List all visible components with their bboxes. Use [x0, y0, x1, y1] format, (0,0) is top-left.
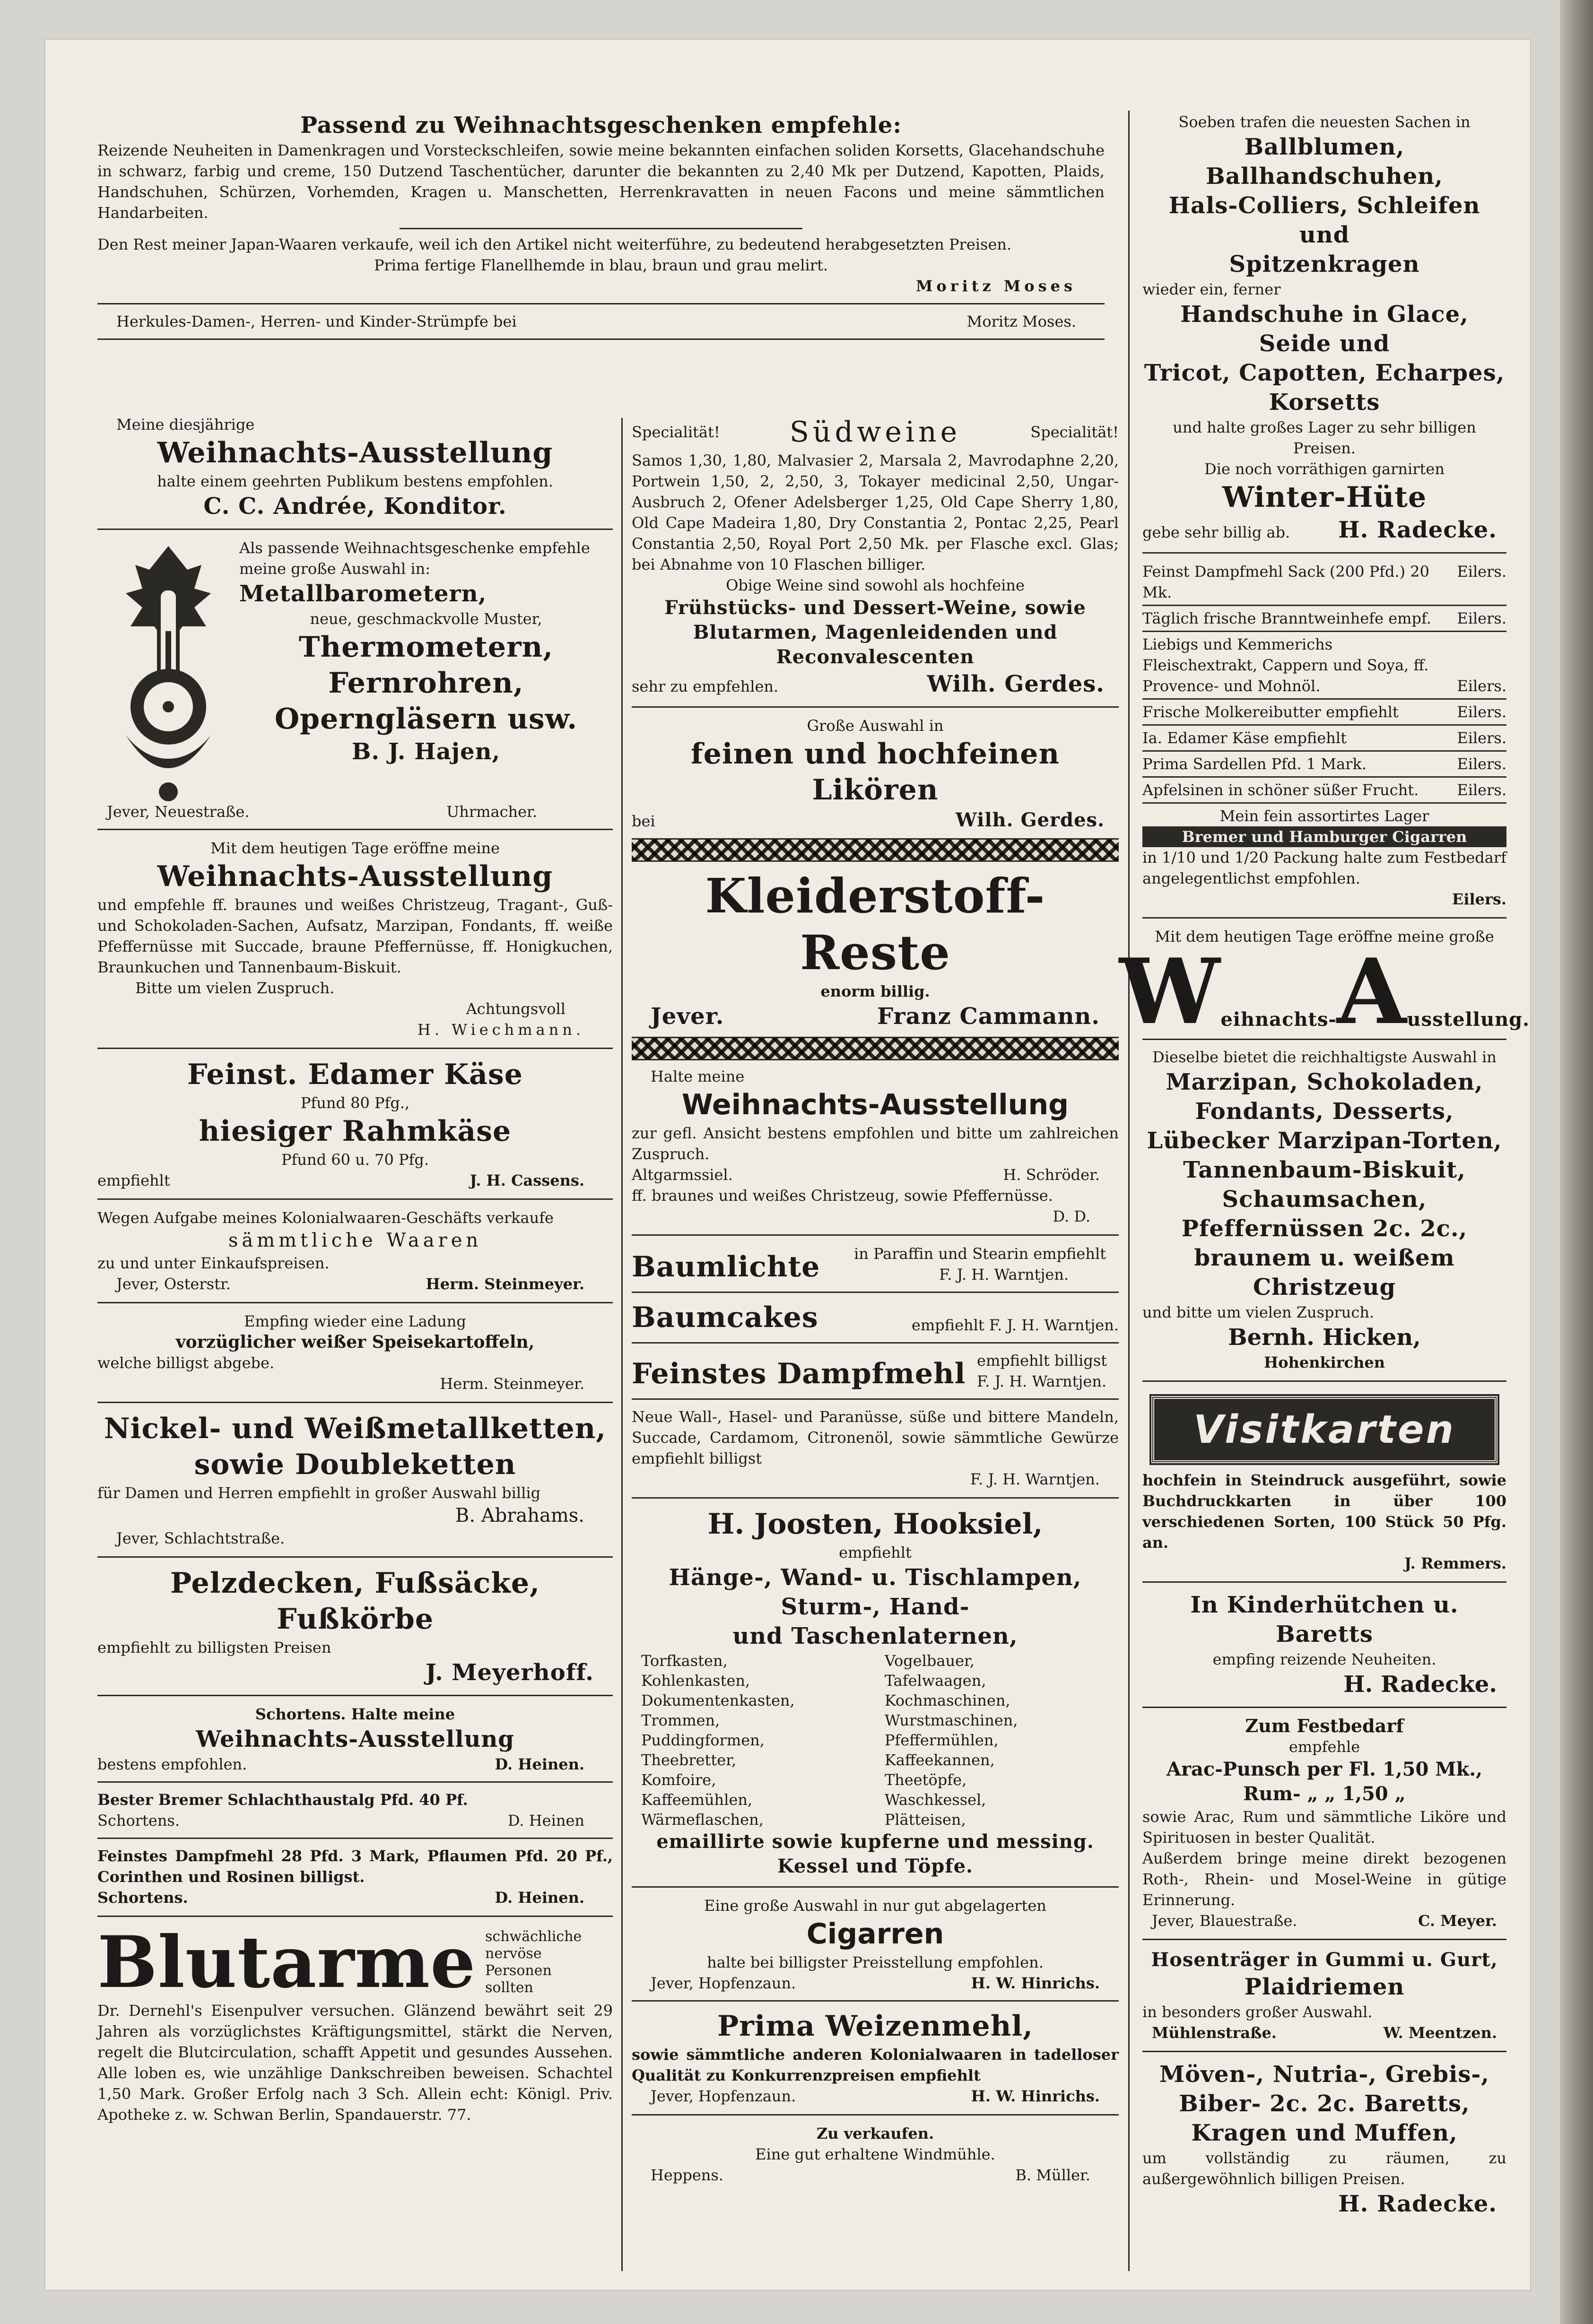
- ad-abrahams: [97, 1410, 613, 1550]
- headline: Sturm-, Hand-: [781, 1594, 970, 1620]
- headline: Feinst. Edamer Käse: [187, 1058, 523, 1091]
- signature: Eilers.: [1457, 781, 1506, 799]
- text: empfiehlt zu billigsten Preisen: [97, 1639, 331, 1656]
- text: Schortens.: [97, 1889, 188, 1907]
- signature: B. Abrahams.: [455, 1505, 584, 1526]
- column-rule: [1128, 111, 1130, 2271]
- list-item: Vogelbauer,: [884, 1652, 975, 1670]
- ad-moses-line: Herkules-Damen-, Herren- und Kinder-Strümpfe bei: [116, 312, 517, 330]
- divider: [97, 1838, 613, 1839]
- divider: [1142, 698, 1506, 700]
- ornament-border: [632, 1037, 1119, 1060]
- signature: Eilers.: [1452, 890, 1506, 908]
- text: zu und unter Einkaufspreisen.: [97, 1254, 330, 1272]
- text: sowie Arac, Rum und sämmtliche Liköre und Spirituosen in bester Qualität.: [1142, 1808, 1506, 1847]
- divider: [97, 338, 1105, 340]
- list-item: Plätteisen,: [884, 1811, 966, 1829]
- headline: vorzüglicher weißer Speisekartoffeln,: [175, 1332, 535, 1352]
- newspaper-page: [45, 40, 1530, 2290]
- divider: [1142, 631, 1506, 632]
- signature: C. Meyer.: [1418, 1912, 1497, 1930]
- text: Mit dem heutigen Tage eröffne meine: [210, 839, 500, 857]
- list-item: [1142, 561, 1506, 603]
- text: Hohenkirchen: [1263, 1353, 1385, 1371]
- headline: Nickel- und Weißmetallketten,: [104, 1412, 607, 1445]
- signature: Eilers.: [1457, 755, 1506, 773]
- text: Halte meine: [651, 1067, 745, 1085]
- ad-heinen: [97, 1703, 613, 1909]
- list-item: Puddingformen,: [641, 1731, 765, 1749]
- divider: [1142, 917, 1506, 919]
- divider: [1142, 1581, 1506, 1583]
- joosten-item-list: [632, 1651, 1119, 1830]
- headline: sowie Doubleketten: [194, 1448, 516, 1481]
- divider: [97, 1695, 613, 1696]
- list-item: Kaffeemühlen,: [641, 1791, 753, 1809]
- divider: [632, 1886, 1119, 1888]
- barometer-illustration: [97, 537, 239, 811]
- signature: Herm. Steinmeyer.: [426, 1275, 584, 1293]
- headline: Visitkarten: [1193, 1407, 1455, 1452]
- signature: W. Meentzen.: [1383, 2024, 1497, 2042]
- divider: [97, 303, 1105, 304]
- ad-joosten: [632, 1505, 1119, 1880]
- text: Bitte um vielen Zuspruch.: [135, 979, 335, 997]
- list-item: Theetöpfe,: [884, 1771, 967, 1789]
- text: Jever.: [651, 1003, 724, 1030]
- divider: [97, 1198, 613, 1200]
- ad-moses-p3: Prima fertige Flanellhemde in blau, braun und grau melirt.: [374, 256, 828, 274]
- list-item: Kohlenkasten,: [641, 1672, 750, 1690]
- headline: Tricot, Capotten, Echarpes,: [1144, 360, 1505, 386]
- text: bestens empfohlen.: [97, 1755, 247, 1773]
- list-item: Wurstmaschinen,: [884, 1711, 1018, 1729]
- headline: hiesiger Rahmkäse: [199, 1115, 512, 1148]
- text: Specialität!: [1030, 423, 1119, 441]
- text: empfiehlt billigst: [977, 1352, 1107, 1370]
- text: Heppens.: [651, 2166, 723, 2184]
- signature: B. Müller.: [1015, 2166, 1090, 2184]
- ad-meyerhoff: [97, 1564, 613, 1688]
- text: Pfund 60 u. 70 Pfg.: [281, 1151, 429, 1169]
- text: Jever, Hopfenzaun.: [651, 1974, 796, 1992]
- divider: [1142, 1939, 1506, 1940]
- headline: Hals-Colliers, Schleifen und: [1168, 192, 1480, 248]
- signature: F. J. H. Warntjen.: [970, 1470, 1100, 1488]
- text: Frische Molkereibutter empfiehlt: [1142, 703, 1399, 721]
- list-item: [1142, 728, 1506, 748]
- divider: [1142, 724, 1506, 726]
- text: Große Auswahl in: [807, 717, 944, 735]
- headline: emaillirte sowie kupferne und messing. Kessel und Töpfe.: [656, 1830, 1094, 1877]
- divider: [1142, 605, 1506, 606]
- headline: Operngläsern usw.: [274, 702, 578, 736]
- text: Feinst Dampfmehl Sack (200 Pfd.) 20 Mk.: [1142, 563, 1430, 601]
- ad-schroeder: [632, 1065, 1119, 1228]
- headline: Schaumsachen,: [1222, 1186, 1427, 1213]
- ad-likoere: [632, 714, 1119, 833]
- ad-cassens: [97, 1056, 613, 1192]
- list-item: Trommen,: [641, 1711, 720, 1729]
- text: Prima Sardellen Pfd. 1 Mark.: [1142, 755, 1367, 773]
- headline: Hosenträger in Gummi u. Gurt,: [1151, 1949, 1498, 1971]
- text: Jever, Schlachtstraße.: [116, 1529, 285, 1547]
- column-1: [97, 413, 613, 2271]
- text: halte einem geehrten Publikum bestens empfohlen.: [157, 472, 553, 490]
- list-item: [1142, 634, 1506, 696]
- divider: [632, 2114, 1119, 2116]
- initial-letter: A: [1337, 939, 1407, 1044]
- text: Täglich frische Branntweinhefe empf.: [1142, 609, 1431, 627]
- text: gebe sehr billig ab.: [1142, 523, 1290, 541]
- text: schwächliche nervöse Personen sollten: [485, 1928, 582, 1996]
- divider: [632, 2000, 1119, 2002]
- ad-hinrichs: [632, 1894, 1119, 2107]
- headline: Blutarme: [97, 1921, 476, 2004]
- list-item: Kaffeekannen,: [884, 1751, 995, 1769]
- column-rule: [621, 418, 623, 2271]
- headline: Lübecker Marzipan-Torten,: [1147, 1127, 1502, 1154]
- list-item: Tafelwaagen,: [884, 1672, 986, 1690]
- headline: usstellung.: [1407, 1008, 1530, 1031]
- signature: H. W. Hinrichs.: [971, 1974, 1100, 1992]
- ad-mueller: [632, 2122, 1119, 2186]
- headline: Pelzdecken, Fußsäcke,: [170, 1567, 540, 1600]
- text: Jever, Hopfenzaun.: [651, 2087, 796, 2105]
- text: Mein fein assortirtes Lager: [1219, 807, 1429, 825]
- text: bei: [632, 812, 655, 830]
- text: Wegen Aufgabe meines Kolonialwaaren-Geschäfts verkaufe: [97, 1209, 554, 1227]
- list-item: [1142, 702, 1506, 722]
- signature: D. Heinen: [507, 1812, 584, 1830]
- text: Dieselbe bietet die reichhaltigste Auswahl in: [1152, 1048, 1497, 1066]
- text: in 1/10 und 1/20 Packung halte zum Festbedarf angelegentlichst empfohlen.: [1142, 849, 1506, 887]
- headline: Zum Festbedarf: [1245, 1715, 1404, 1736]
- visitkarten-banner: [1151, 1396, 1497, 1463]
- text: und empfehle ff. braunes und weißes Christzeug, Tragant-, Guß- und Schokoladen-Sachen, Aufsatz, Marzipan, Fondants, ff. weiße Pfeffernüsse mit Succade, braune Pfeffernüsse, ff. Honigkuchen, Braunkuchen und Tannenbaum-Biskuit.: [97, 896, 613, 976]
- signature: H. Radecke.: [1338, 517, 1497, 543]
- divider: [632, 1342, 1119, 1344]
- text: Obige Weine sind sowohl als hochfeine: [726, 576, 1025, 594]
- text: Mit dem heutigen Tage eröffne meine große: [1155, 928, 1494, 945]
- headline: Weihnachts-Ausstellung: [681, 1088, 1069, 1121]
- text: Schortens.: [97, 1812, 180, 1830]
- text: und halte großes Lager zu sehr billigen Preisen.: [1173, 418, 1476, 457]
- headline: Bremer und Hamburger Cigarren: [1142, 826, 1506, 847]
- text: Schortens. Halte meine: [255, 1705, 455, 1723]
- text: Empfing wieder eine Ladung: [244, 1312, 466, 1330]
- signature: J. Meyerhoff.: [425, 1659, 594, 1686]
- text: und bitte um vielen Zuspruch.: [1142, 1303, 1375, 1321]
- ad-cammann: [632, 867, 1119, 1032]
- list-item: Dokumentenkasten,: [641, 1691, 795, 1709]
- ad-steinmeyer: [97, 1206, 613, 1295]
- list-item: Waschkessel,: [884, 1791, 986, 1809]
- ad-radecke-kinder: [1142, 1589, 1506, 1700]
- headline: Thermometern,: [298, 631, 554, 664]
- text: Altgarmssiel.: [632, 1166, 733, 1184]
- divider: [1142, 2051, 1506, 2052]
- ad-blutarme: [97, 1921, 613, 2126]
- signature: F. J. H. Warntjen.: [939, 1266, 1069, 1283]
- divider: [97, 529, 613, 530]
- text: Achtungsvoll: [466, 1000, 566, 1018]
- headline: Fußkörbe: [276, 1603, 434, 1636]
- headline: Tannenbaum-Biskuit,: [1183, 1157, 1466, 1183]
- ad-meentzen: [1142, 1947, 1506, 2044]
- signature: Bernh. Hicken,: [1228, 1324, 1421, 1351]
- headline: Baumcakes: [632, 1301, 818, 1334]
- divider: [632, 706, 1119, 708]
- divider: [97, 1048, 613, 1049]
- text: für Damen und Herren empfiehlt in großer Auswahl billig: [97, 1484, 541, 1502]
- divider: [1142, 552, 1506, 554]
- signature: Wilh. Gerdes.: [955, 809, 1105, 831]
- list-item: Komfoire,: [641, 1771, 716, 1789]
- text: Mühlenstraße.: [1152, 2024, 1277, 2042]
- headline: Marzipan, Schokoladen,: [1166, 1069, 1483, 1095]
- ad-moses: [97, 111, 1105, 347]
- signature: C. C. Andrée, Konditor.: [203, 493, 507, 520]
- headline: Baumlichte: [632, 1250, 820, 1283]
- divider: [97, 1302, 613, 1303]
- text: Apfelsinen in schöner süßer Frucht.: [1142, 781, 1419, 799]
- headline: Möven-, Nutria-, Grebis-,: [1159, 2061, 1489, 2088]
- ad-moses-title: Passend zu Weihnachtsgeschenken empfehle:: [300, 112, 902, 139]
- headline: Hänge-, Wand- u. Tischlampen,: [669, 1564, 1082, 1591]
- headline: Winter-Hüte: [1222, 481, 1427, 514]
- column-3: [1119, 111, 1530, 2271]
- text: Meine diesjährige: [116, 416, 255, 434]
- ad-hicken: [1119, 925, 1530, 1374]
- signature: D. D.: [1053, 1207, 1090, 1225]
- headline: Kleiderstoff-Reste: [705, 868, 1045, 980]
- text: sehr zu empfehlen.: [632, 677, 779, 695]
- text: Ia. Edamer Käse empfiehlt: [1142, 729, 1347, 747]
- text: Die noch vorräthigen garnirten: [1204, 460, 1445, 478]
- headline: sämmtliche Waaren: [228, 1230, 482, 1251]
- text: sowie sämmtliche anderen Kolonialwaaren in tadelloser Qualität zu Konkurrenzpreisen empfiehlt: [632, 2046, 1119, 2084]
- headline: Weihnachts-Ausstellung: [157, 860, 553, 893]
- text: in besonders großer Auswahl.: [1142, 2003, 1373, 2021]
- ad-moses-sig: Moritz Moses: [915, 277, 1076, 295]
- headline: Weihnachts-Ausstellung: [157, 436, 553, 469]
- text: Bester Bremer Schlachthaustalg Pfd. 40 Pf.: [97, 1791, 468, 1809]
- headline: Metallbarometern,: [239, 581, 487, 607]
- text: Samos 1,30, 1,80, Malvasier 2, Marsala 2, Mavrodaphne 2,20, Portwein 1,50, 2, 2,50, 3, Tokayer medicinal 2,50, Ungar-Ausbruch 2, Ofener Adelsberger 1,25, Old Cape Sherry 1,80, Old Cape Madeira 1,80, Dry Constantia 2, Pontac 2,25, Pearl Constantia 2,50, Royal Port 2,50 Mk. per Flasche excl. Glas; bei Abnahme von 10 Flaschen billiger.: [632, 451, 1119, 573]
- headline: Arac-Punsch per Fl. 1,50 Mk.,: [1166, 1758, 1483, 1780]
- headline: Plaidriemen: [1244, 1974, 1405, 2000]
- text: neue, geschmackvolle Muster,: [310, 610, 542, 628]
- ad-moses-line-sig: Moritz Moses.: [966, 312, 1076, 330]
- signature: Wilh. Gerdes.: [927, 671, 1105, 697]
- text: Jever, Blauestraße.: [1152, 1912, 1297, 1930]
- headline: Frühstücks- und Dessert-Weine, sowie Blutarmen, Magenleidenden und Reconvalescenten: [664, 597, 1086, 668]
- headline: Pfeffernüssen 2c. 2c.,: [1181, 1215, 1468, 1242]
- ad-kartoffeln: [97, 1310, 613, 1395]
- headline: braunem u. weißem Christzeug: [1194, 1245, 1455, 1301]
- headline: Rum- „ „ 1,50 „: [1243, 1783, 1406, 1805]
- text: in Paraffin und Stearin empfiehlt: [854, 1245, 1106, 1263]
- text: empfiehlt: [839, 1544, 912, 1561]
- headline: und Taschenlaternen,: [732, 1623, 1018, 1649]
- headline: Kragen und Muffen,: [1191, 2120, 1458, 2146]
- text: um vollständig zu räumen, zu außergewöhnlich billigen Preisen.: [1142, 2149, 1506, 2188]
- text: Liebigs und Kemmerichs Fleischextrakt, Cappern und Soya, ff. Provence- und Mohnöl.: [1142, 635, 1429, 695]
- divider: [97, 1781, 613, 1783]
- headline: Fondants, Desserts,: [1195, 1098, 1454, 1125]
- headline: Handschuhe in Glace, Seide und: [1180, 301, 1469, 357]
- text: Jever, Neuestraße.: [107, 803, 250, 821]
- ad-warntjen: [632, 1242, 1119, 1491]
- headline: Fernrohren,: [328, 667, 524, 700]
- list-item: [1142, 780, 1506, 800]
- book-spine: [1560, 0, 1593, 2324]
- divider: [632, 1292, 1119, 1293]
- divider: [97, 1916, 613, 1917]
- text: Pfund 80 Pfg.,: [300, 1094, 410, 1112]
- ad-hajen: [97, 537, 613, 822]
- list-item: [1142, 754, 1506, 774]
- signature: Franz Cammann.: [877, 1003, 1100, 1030]
- list-item: Kochmaschinen,: [884, 1691, 1010, 1709]
- text: empfiehlt F. J. H. Warntjen.: [911, 1316, 1119, 1334]
- divider: [632, 1398, 1119, 1400]
- text: empfing reizende Neuheiten.: [1212, 1650, 1436, 1668]
- signature: F. J. H. Warntjen.: [977, 1372, 1107, 1390]
- list-item: Theebretter,: [641, 1751, 737, 1769]
- text: Uhrmacher.: [446, 803, 537, 821]
- divider: [632, 1497, 1119, 1499]
- headline: Weihnachts-Ausstellung: [196, 1726, 514, 1752]
- signature: D. Heinen.: [495, 1889, 584, 1907]
- signature: J. H. Cassens.: [470, 1171, 584, 1189]
- text: Eine gut erhaltene Windmühle.: [755, 2145, 995, 2163]
- headline: Spitzenkragen: [1229, 251, 1420, 277]
- ad-radecke-barette: [1142, 2059, 1506, 2220]
- text: Dr. Dernehl's Eisenpulver versuchen. Glänzend bewährt seit 29 Jahren als vorzüglichstes Kräftigungsmittel, stärkt die Nerven, regelt die Blutcirculation, schafft Appetit und gesundes Aussehen. Alle loben es, wie unzählige Dankschreiben beweisen. Schachtel 1,50 Mark. Großer Erfolg nach 3 Sch. Allein echt: Königl. Priv. Apotheke z. w. Schwan Berlin, Spandauerstr. 77.: [97, 2002, 613, 2124]
- text: Als passende Weihnachtsgeschenke empfehle meine große Auswahl in:: [239, 539, 590, 578]
- text: Außerdem bringe meine direkt bezogenen Roth-, Rhein- und Mosel-Weine in gütige Erinnerung.: [1142, 1849, 1506, 1909]
- ad-moses-p2: Den Rest meiner Japan-Waaren verkaufe, weil ich den Artikel nicht weiterführe, zu bedeutend herabgesetzten Preisen.: [97, 235, 1012, 253]
- text: empfehle: [1288, 1738, 1360, 1756]
- signature: Eilers.: [1457, 703, 1506, 721]
- ad-eilers-list: [1142, 560, 1506, 911]
- list-item: Pfeffermühlen,: [884, 1731, 999, 1749]
- headline: eihnachts-: [1220, 1008, 1337, 1031]
- text: Eine große Auswahl in nur gut abgelagerten: [704, 1897, 1046, 1915]
- headline: Südweine: [789, 416, 961, 449]
- text: halte bei billigster Preisstellung empfohlen.: [707, 1953, 1044, 1971]
- headline: Ballblumen, Ballhandschuhen,: [1206, 134, 1443, 190]
- text: ff. braunes und weißes Christzeug, sowie Pfeffernüsse.: [632, 1187, 1053, 1205]
- divider: [400, 228, 802, 229]
- headline: Feinstes Dampfmehl: [632, 1357, 966, 1390]
- signature: H. Radecke.: [1338, 2191, 1497, 2217]
- divider: [97, 1402, 613, 1403]
- text: hochfein in Steindruck ausgeführt, sowie Buchdruckkarten in über 100 verschiedenen Sorten, 100 Stück 50 Pfg. an.: [1142, 1471, 1506, 1552]
- signature: D. Heinen.: [495, 1755, 584, 1773]
- list-item: Wärmeflaschen,: [641, 1811, 764, 1829]
- divider: [1142, 776, 1506, 778]
- signature: J. Remmers.: [1404, 1554, 1506, 1572]
- signature: Eilers.: [1457, 677, 1506, 695]
- text: welche billigst abgebe.: [97, 1354, 275, 1372]
- text: enorm billig.: [820, 982, 930, 1000]
- signature: H. Schröder.: [1003, 1166, 1100, 1184]
- list-item: [1142, 608, 1506, 629]
- signature: H. W. Hinrichs.: [971, 2087, 1100, 2105]
- ad-radecke: [1142, 111, 1506, 546]
- signature: Eilers.: [1457, 563, 1506, 581]
- signature: H. Radecke.: [1343, 1671, 1497, 1698]
- text: zur gefl. Ansicht bestens empfohlen und bitte um zahlreichen Zuspruch.: [632, 1124, 1119, 1163]
- ad-moses-p1: Reizende Neuheiten in Damenkragen und Vorsteckschleifen, sowie meine bekannten einfachen soliden Korsetts, Glacehandschuhe in schwarz, farbig und creme, 150 Dutzend Taschentücher, darunter die bekannten zu 2,40 Mk per Dutzend, Kapotten, Plaids, Handschuhen, Schürzen, Vorhemden, Kragen u. Manschetten, Herrenkravatten in neuen Facons und meine sämmtlichen Handarbeiten.: [97, 141, 1105, 222]
- ad-andree: [97, 413, 613, 522]
- text: Feinstes Dampfmehl 28 Pfd. 3 Mark, Pflaumen Pfd. 20 Pf., Corinthen und Rosinen billigst.: [97, 1847, 613, 1886]
- headline: Korsetts: [1269, 389, 1380, 416]
- initial-letter: W: [1119, 939, 1221, 1044]
- signature: H. Wiechmann.: [417, 1021, 584, 1039]
- divider: [1142, 1707, 1506, 1708]
- signature: B. J. Hajen,: [351, 738, 501, 765]
- headline: H. Joosten, Hooksiel,: [707, 1508, 1043, 1541]
- divider: [97, 829, 613, 830]
- ad-wiechmann: [97, 837, 613, 1041]
- column-2: [632, 413, 1119, 2271]
- text: wieder ein, ferner: [1142, 280, 1281, 298]
- headline: Prima Weizenmehl,: [717, 2010, 1034, 2043]
- ad-suedweine: [632, 413, 1119, 700]
- headline: feinen und hochfeinen Likören: [690, 737, 1060, 806]
- divider: [1142, 1380, 1506, 1382]
- divider: [632, 1234, 1119, 1236]
- text: empfiehlt: [97, 1171, 170, 1189]
- ad-meyer: [1142, 1715, 1506, 1932]
- text: Jever, Osterstr.: [116, 1275, 231, 1293]
- text: Neue Wall-, Hasel- und Paranüsse, süße und bittere Mandeln, Succade, Cardamom, Citronenöl, sowie sämmtliche Gewürze empfiehlt billigst: [632, 1408, 1119, 1467]
- text: Specialität!: [632, 423, 720, 441]
- headline: Biber- 2c. 2c. Baretts,: [1179, 2090, 1470, 2117]
- text: Soeben trafen die neuesten Sachen in: [1178, 113, 1471, 131]
- headline: In Kinderhütchen u. Baretts: [1190, 1592, 1459, 1648]
- signature: Eilers.: [1457, 729, 1506, 747]
- ad-remmers: [1142, 1388, 1506, 1575]
- divider: [1142, 802, 1506, 804]
- divider: [97, 1556, 613, 1558]
- list-item: Torfkasten,: [641, 1652, 728, 1670]
- signature: Herm. Steinmeyer.: [440, 1375, 584, 1393]
- signature: Eilers.: [1457, 609, 1506, 627]
- ornament-border: [632, 838, 1119, 862]
- divider: [1142, 750, 1506, 752]
- headline: Cigarren: [806, 1917, 944, 1951]
- headline: Zu verkaufen.: [816, 2125, 934, 2142]
